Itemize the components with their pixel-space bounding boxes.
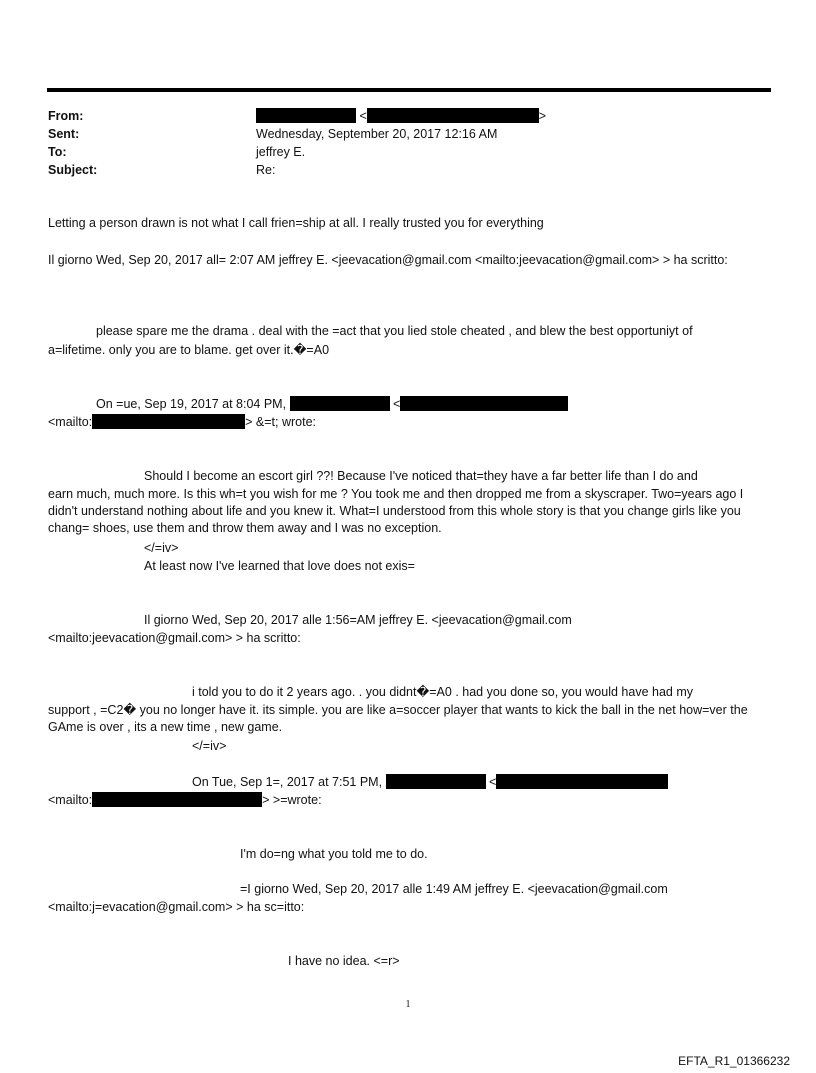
quote-header-4-text: On Tue, Sep 1=, 2017 at 7:51 PM, [192,775,383,789]
sent-label: Sent: [48,127,80,141]
quote-header-5-second: <mailto:j=evacation@gmail.com> > ha sc=itto: [48,900,305,914]
reply-2-rest: support , =C2� you no longer have it. its simple. you are like a=soccer player that wants to kick the ball in the net how=ver the GAme is over , its a new time , new game. [48,703,748,734]
quote-header-4 [192,774,668,791]
redacted-email [400,396,568,411]
subject-value: Re: [256,163,276,177]
message-paragraph-4: I have no idea. <=r> [288,954,400,968]
quote-header-3-second: <mailto:jeevacation@gmail.com> > ha scritto: [48,631,301,645]
div-close-tag-2: </=iv> [192,739,227,753]
quote-header-5-first: =I giorno Wed, Sep 20, 2017 alle 1:49 AM jeffrey E. <jeevacation@gmail.com [240,882,668,896]
div-close-tag-1: </=iv> [144,541,179,555]
quote-header-1: Il giorno Wed, Sep 20, 2017 all= 2:07 AM jeffrey E. <jeevacation@gmail.com <mailto:jeevacation@gmail.com> > ha scritto: [48,253,728,267]
redacted-email-2 [496,774,668,789]
quote-header-2-text: On =ue, Sep 19, 2017 at 8:04 PM, [96,397,287,411]
message-paragraph-2: At least now I've learned that love does not exis= [144,559,415,573]
reply-2-first-line: i told you to do it 2 years ago. . you didnt�=A0 . had you done so, you would have had my [192,685,693,699]
quote-header-2-lt: < [393,397,401,411]
redacted-sender-email [367,108,539,123]
header-divider-rule [47,88,771,92]
quote-header-2 [96,396,568,413]
redacted-name [290,396,390,411]
wrote-text-2: > >=wrote: [262,793,322,807]
sent-value: Wednesday, September 20, 2017 12:16 AM [256,127,498,141]
message-paragraph-3: I'm do=ng what you told me to do. [240,847,428,861]
reply-paragraph-first-line: please spare me the drama . deal with the =act that you lied stole cheated , and blew the best opportuniyt of [96,324,693,338]
reply-paragraph-second-line: a=lifetime. only you are to blame. get over it.�=A0 [48,343,330,357]
message-paragraph-first-line: Should I become an escort girl ??! Because I've noticed that=they have a far better life than I do and [144,469,698,483]
message-paragraph-rest: earn much, much more. Is this wh=t you wish for me ? You took me and then dropped me from a skyscraper. Two=years ago I didn't understand nothing about life and you knew it. What=I understood from this whole story is that you change girls like you chang= shoes, use them and throw them away and I was no exception. [48,487,744,535]
subject-label: Subject: [48,163,98,177]
mailto-prefix-2: <mailto: [48,793,93,807]
mailto-prefix: <mailto: [48,415,93,429]
redacted-mailto-email-2 [92,792,262,807]
from-label: From: [48,109,84,123]
redacted-name-2 [386,774,486,789]
quote-header-3-first: Il giorno Wed, Sep 20, 2017 alle 1:56=AM jeffrey E. <jeevacation@gmail.com [144,613,572,627]
document-id-footer: EFTA_R1_01366232 [678,1054,790,1068]
redacted-mailto-email [92,414,245,429]
quote-header-4-lt: < [489,775,497,789]
to-value: jeffrey E. [256,145,306,159]
quote-header-2-mailto [48,414,316,431]
to-label: To: [48,145,67,159]
body-paragraph-1: Letting a person drawn is not what I call frien=ship at all. I really trusted you for everything [48,216,544,230]
from-gt: > [538,109,547,123]
page-number: 1 [405,999,411,1010]
from-lt: < [359,109,367,123]
redacted-sender-name [256,108,356,123]
from-value [256,108,546,125]
wrote-text: > &=t; wrote: [245,415,316,429]
quote-header-4-mailto [48,792,322,809]
